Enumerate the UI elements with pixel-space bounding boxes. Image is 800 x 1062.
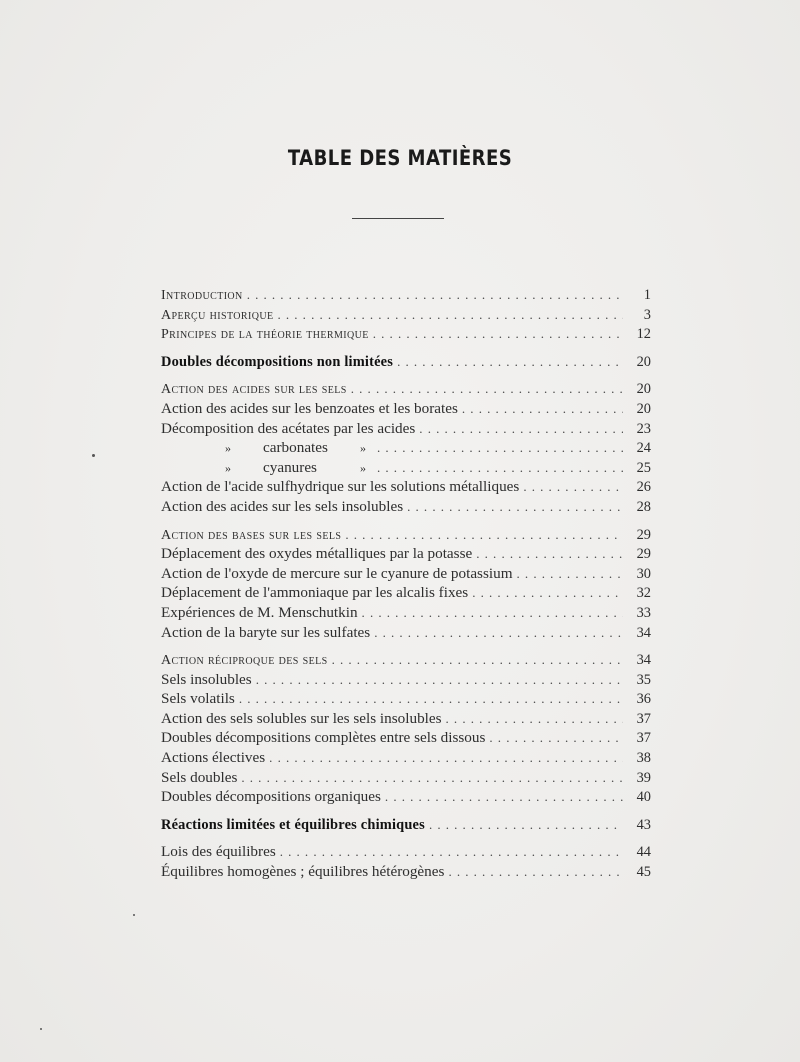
toc-entry-title: Lois des équilibres [161,843,276,861]
toc-page-number: 23 [636,420,651,437]
toc-page-number: 30 [636,565,651,582]
toc-entry-title: Sels volatils [161,690,235,708]
toc-entry-title: Doubles décompositions organiques [161,788,381,806]
ditto-mark: » [225,441,231,456]
toc-entry [161,305,651,325]
dot-leader [476,544,623,564]
toc-entry [161,583,651,603]
toc-page-number: 40 [636,789,651,806]
toc-page-number: 34 [636,652,651,669]
dot-leader [446,709,623,729]
toc-entry [161,352,651,372]
dot-leader [241,768,623,788]
dot-leader [277,305,623,325]
toc-page-number: 20 [636,353,651,370]
toc-page-number: 33 [636,604,651,621]
toc-entry [161,650,651,670]
toc-page-number: 24 [636,440,651,457]
dot-leader [374,623,623,643]
toc-page-number: 3 [643,306,651,323]
toc-entry-title: Action réciproque des sels [161,653,328,669]
toc-entry [161,709,651,729]
toc-entry [161,564,651,584]
toc-entry-word: cyanures [263,458,317,476]
toc-page-number: 29 [636,546,651,563]
toc-entry-title: Action des bases sur les sels [161,527,342,543]
dot-leader [397,352,623,372]
dot-leader [407,497,623,517]
ditto-mark: » [360,441,366,456]
toc-entry-title: Déplacement des oxydes métalliques par la potasse [161,545,473,563]
dot-leader [351,379,623,399]
toc-entry-title [161,438,373,459]
toc-page-number: 20 [636,400,651,417]
dot-leader [419,419,623,439]
toc-page-number: 32 [636,585,651,602]
dot-leader [373,324,623,344]
toc-entry [161,787,651,807]
toc-entry-title: Action des acides sur les benzoates et les borates [161,399,458,417]
toc-page-number: 44 [636,844,651,861]
toc-entry-title: Action des acides sur les sels [161,382,347,398]
toc-page-number: 28 [636,498,651,515]
toc-entry [161,842,651,862]
toc-entry-word: carbonates [263,439,328,457]
dot-leader [523,477,623,497]
toc-entry-title: Doubles décompositions complètes entre sels dissous [161,729,486,747]
toc-entry-title: Décomposition des acétates par les acides [161,419,416,437]
toc-entry-title: Action des sels solubles sur les sels insolubles [161,709,442,727]
toc-page-number: 20 [636,381,651,398]
toc-page-number: 26 [636,479,651,496]
toc-entry-title: Doubles décompositions non limitées [161,353,394,370]
toc-entry [161,419,651,439]
dot-leader [377,438,623,458]
toc-entry [161,689,651,709]
toc-entry [161,862,651,882]
dot-leader [362,603,623,623]
dot-leader [462,399,623,419]
dot-leader [280,842,623,862]
toc-entry-title: Sels doubles [161,768,238,786]
ditto-mark: » [360,460,366,475]
dot-leader [377,458,623,478]
toc-entry [161,670,651,690]
toc-entry-title [161,458,373,479]
toc-entry [161,324,651,344]
dot-leader [256,670,623,690]
toc-entry-title: Sels insolubles [161,670,252,688]
toc-entry [161,285,651,305]
dot-leader [489,728,623,748]
toc-entry [161,438,651,458]
toc-entry-title: Action des acides sur les sels insolubles [161,497,404,515]
toc-page-number: 12 [636,326,651,343]
toc-page-number: 37 [636,710,651,727]
dot-leader [429,815,623,835]
toc-page-number: 45 [636,864,651,881]
dot-leader [269,748,623,768]
toc-entry-title: Aperçu historique [161,307,274,323]
toc-entry [161,525,651,545]
toc-page-number: 25 [636,459,651,476]
toc-entry-title: Expériences de M. Menschutkin [161,603,358,621]
toc-entry-title: Action de la baryte sur les sulfates [161,623,371,641]
toc-page-number: 35 [636,671,651,688]
toc-entry-title: Introduction [161,288,243,303]
toc-entry [161,497,651,517]
toc-page-number: 37 [636,730,651,747]
toc-page-number: 1 [643,287,651,303]
table-of-contents [161,285,651,882]
dot-leader [332,650,623,670]
toc-entry [161,399,651,419]
toc-entry-title: Action de l'acide sulfhydrique sur les solutions métalliques [161,478,520,496]
toc-entry [161,379,651,399]
toc-entry-title: Déplacement de l'ammoniaque par les alcalis fixes [161,584,469,602]
toc-page-number: 39 [636,769,651,786]
title-divider [352,218,444,219]
dot-leader [345,525,623,545]
paper-speck [92,454,95,457]
dot-leader [448,862,623,882]
paper-speck [40,1028,42,1030]
page-title: TABLE DES MATIÈRES [287,146,513,170]
toc-entry [161,477,651,497]
dot-leader [385,787,623,807]
toc-page-number: 29 [636,526,651,543]
toc-entry-title: Actions électives [161,749,266,767]
toc-page-number: 38 [636,750,651,767]
ditto-mark: » [225,460,231,475]
dot-leader [239,689,623,709]
toc-entry [161,458,651,478]
paper-speck [133,914,135,916]
dot-leader [517,564,623,584]
toc-entry [161,603,651,623]
toc-entry [161,728,651,748]
toc-entry-title: Action de l'oxyde de mercure sur le cyanure de potassium [161,564,513,582]
dot-leader [472,583,623,603]
toc-entry-title: Réactions limitées et équilibres chimiques [161,816,425,833]
toc-page-number: 36 [636,691,651,708]
toc-entry-title: Principes de la théorie thermique [161,327,369,343]
toc-page-number: 43 [636,816,651,833]
toc-page-number: 34 [636,624,651,641]
toc-entry [161,768,651,788]
toc-entry [161,748,651,768]
dot-leader [247,285,623,305]
toc-entry [161,815,651,835]
toc-entry [161,544,651,564]
toc-entry [161,623,651,643]
toc-entry-title: Équilibres homogènes ; équilibres hétérogènes [161,863,445,881]
